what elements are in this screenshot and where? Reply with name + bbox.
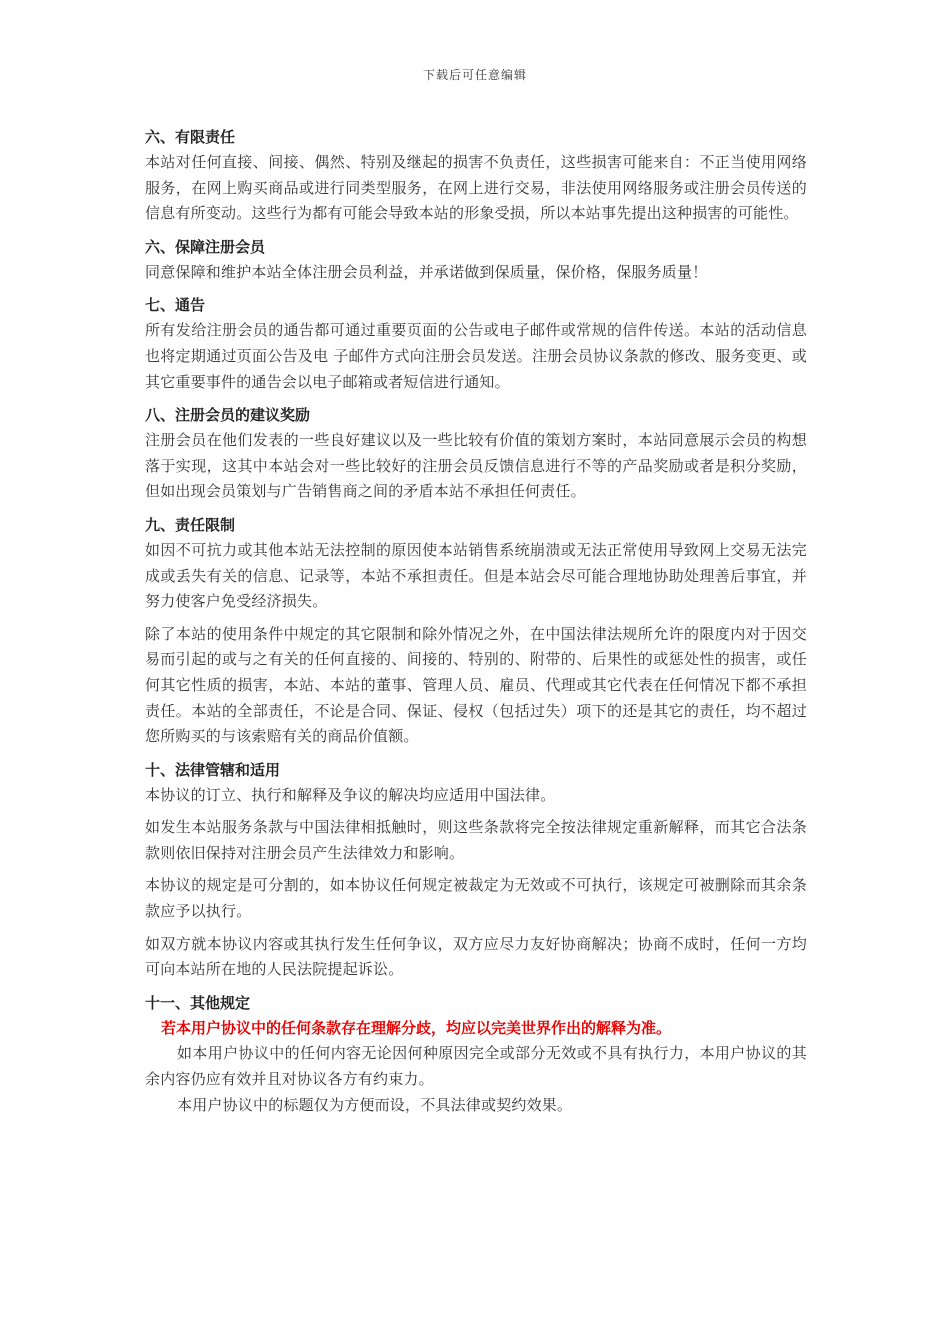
section-heading-liability-limits: 九、责任限制 <box>145 515 236 534</box>
paragraph: 本站对任何直接、间接、偶然、特别及继起的损害不负责任，这些损害可能来自：不正当使用网络服务，在网上购买商品或进行同类型服务，在网上进行交易，非法使用网络服务或注册会员传送的信息有所变动。这些行为都有可能会导致本站的形象受损，所以本站事先提出这种损害的可能性。 <box>145 153 807 223</box>
paragraph: 本协议的订立、执行和解释及争议的解决均应适用中国法律。 <box>145 785 556 804</box>
section-heading-governing-law: 十、法律管辖和适用 <box>145 760 281 779</box>
paragraph: 同意保障和维护本站全体注册会员利益，并承诺做到保质量，保价格，保服务质量！ <box>145 262 708 281</box>
paragraph: 注册会员在他们发表的一些良好建议以及一些比较有价值的策划方案时，本站同意展示会员的构想落于实现，这其中本站会对一些比较好的注册会员反馈信息进行不等的产品奖励或者是积分奖励，但如出现会员策划与广告销售商之间的矛盾本站不承担任何责任。 <box>145 431 807 501</box>
section-heading-member-protection: 六、保障注册会员 <box>145 237 266 256</box>
section-heading-suggestion-rewards: 八、注册会员的建议奖励 <box>145 406 311 425</box>
paragraph: 本用户协议中的标题仅为方便而设，不具法律或契约效果。 <box>177 1095 573 1114</box>
paragraph: 所有发给注册会员的通告都可通过重要页面的公告或电子邮件或常规的信件传送。本站的活动信息也将定期通过页面公告及电 子邮件方式向注册会员发送。注册会员协议条款的修改、服务变更、或其它重要事件的通告会以电子邮箱或者短信进行通知。 <box>145 321 807 391</box>
section-heading-other-provisions: 十一、其他规定 <box>145 993 251 1012</box>
paragraph: 除了本站的使用条件中规定的其它限制和除外情况之外，在中国法律法规所允许的限度内对于因交易而引起的或与之有关的任何直接的、间接的、特别的、附带的、后果性的或惩处性的损害，或任何其它性质的损害，本站、本站的董事、管理人员、雇员、代理或其它代表在任何情况下都不承担责任。本站的全部责任，不论是合同、保证、侵权（包括过失）项下的还是其它的责任，均不超过您所购买的与该索赔有关的商品价值额。 <box>145 624 807 746</box>
section-heading-notices: 七、通告 <box>145 296 206 315</box>
paragraph: 本协议的规定是可分割的，如本协议任何规定被裁定为无效或不可执行，该规定可被删除而其余条款应予以执行。 <box>145 876 807 921</box>
section-heading-limited-liability: 六、有限责任 <box>145 128 236 146</box>
paragraph: 如本用户协议中的任何内容无论因何种原因完全或部分无效或不具有执行力，本用户协议的其余内容仍应有效并且对协议各方有约束力。 <box>145 1044 807 1089</box>
interpretation-note: 若本用户协议中的任何条款存在理解分歧，均应以完美世界作出的解释为准。 <box>161 1018 672 1037</box>
page-header: 下载后可任意编辑 <box>422 68 527 82</box>
paragraph: 如发生本站服务条款与中国法律相抵触时，则这些条款将完全按法律规定重新解释，而其它合法条款则依旧保持对注册会员产生法律效力和影响。 <box>145 818 807 862</box>
document-body <box>145 124 807 1118</box>
paragraph: 如因不可抗力或其他本站无法控制的原因使本站销售系统崩溃或无法正常使用导致网上交易无法完成或丢失有关的信息、记录等，本站不承担责任。但是本站会尽可能合理地协助处理善后事宜，并努力使客户免受经济损失。 <box>145 540 807 611</box>
paragraph: 如双方就本协议内容或其执行发生任何争议，双方应尽力友好协商解决；协商不成时，任何一方均可向本站所在地的人民法院提起诉讼。 <box>145 934 807 979</box>
